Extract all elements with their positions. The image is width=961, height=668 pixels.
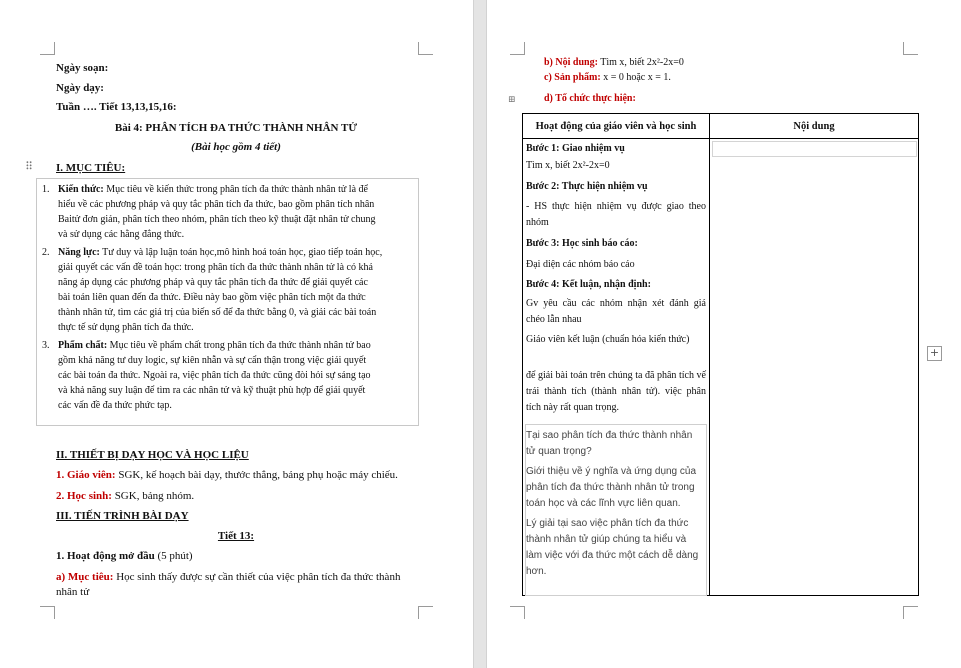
organize-label: d) Tổ chức thực hiện: (544, 93, 636, 104)
product-line (544, 70, 671, 85)
step2-text: - HS thực hiện nhiệm vụ được giao theo nhóm (526, 201, 706, 228)
lesson-title: Bài 4: PHÂN TÍCH ĐA THỨC THÀNH NHÂN TỬ (114, 122, 358, 134)
objective-line: hiểu về các phương pháp và quy tắc phân tích đa thức, bao gồm phân tích nhân (58, 199, 375, 210)
objective-number: 3. (42, 340, 50, 351)
step4-text-2: Giáo viên kết luận (chuẩn hóa kiến thức) (526, 334, 690, 345)
objective-line: Mục tiêu về phẩm chất trong phân tích đa thức thành nhân tử bao (107, 340, 371, 351)
activity-table (522, 113, 919, 596)
crop-mark (40, 42, 55, 55)
step1-title: Bước 1: Giao nhiệm vụ (526, 143, 625, 154)
date-taught: Ngày dạy: (56, 82, 104, 94)
objective-line: các vấn đề đa thức phức tạp. (58, 400, 172, 411)
step2-title: Bước 2: Thực hiện nhiệm vụ (526, 181, 648, 192)
activity-cell[interactable] (523, 139, 710, 596)
step4-title: Bước 4: Kết luận, nhận định: (526, 279, 651, 290)
goal-label: a) Mục tiêu: (56, 571, 114, 583)
crop-mark (510, 606, 525, 619)
objective-line: giải quyết các vấn đề toán học: trong phân tích đa thức thành nhân tử là có khả (58, 262, 373, 273)
table-header-content: Nội dung (710, 114, 919, 139)
inner-paragraph-1: Giới thiệu về ý nghĩa và ứng dụng của phân tích đa thức thành nhân tử trong toán học và các lĩnh vực liên quan. (526, 466, 697, 509)
week-line: Tuần …. Tiết 13,13,15,16: (56, 101, 177, 113)
objective-line: các bài toán đa thức. Ngoài ra, việc phân tích đa thức cũng đòi hỏi sự sáng tạo (58, 370, 371, 381)
objective-line: Baitử đơn giản, phân tích theo nhóm, phân tích theo kỹ thuật đặt nhân tử chung (58, 214, 376, 225)
objective-line: Mục tiêu về kiến thức trong phân tích đa thức thành nhân tử là để (103, 184, 368, 195)
objective-label: Phẩm chất: (58, 340, 108, 351)
objective-quality (42, 338, 414, 413)
content-placeholder-box[interactable] (712, 141, 917, 157)
step4-text-1: Gv yêu cầu các nhóm nhận xét đánh giá chéo lẫn nhau (526, 298, 706, 325)
inner-paragraph-2: Lý giải tại sao việc phân tích đa thức thành nhân tử giúp chúng ta hiểu và làm việc với đa thức một cách dễ dàng hơn. (526, 518, 699, 577)
goal-line-2: nhân tử (56, 586, 90, 598)
goal-line (56, 570, 400, 585)
table-move-handle-icon[interactable]: ⊞ (508, 94, 516, 104)
crop-mark (418, 42, 433, 55)
table-header-activity: Hoạt động của giáo viên và học sinh (523, 114, 710, 139)
content-label: b) Nội dung: (544, 57, 598, 68)
activity1-time: (5 phút) (154, 550, 193, 562)
objective-competence (42, 245, 414, 335)
objective-line: Tư duy và lập luận toán học,mô hình hoá toán học, giao tiếp toán học, (99, 247, 383, 258)
objective-label: Năng lực: (58, 247, 100, 258)
step3-title: Bước 3: Học sinh báo cáo: (526, 238, 638, 249)
objective-line: bài toán liên quan đến đa thức. Điều này bao gồm việc phân tích một đa thức (58, 292, 366, 303)
objective-line: năng áp dụng các phương pháp và quy tắc phân tích đa thức để giải quyết các (58, 277, 368, 288)
step4-text-3: để giải bài toán trên chúng ta đã phân tích vế trái thành tích (thành nhân tử). việc phân tích này rất quan trọng. (526, 370, 706, 413)
student-line (56, 489, 194, 504)
teacher-line (56, 468, 398, 483)
activity1-line (56, 549, 193, 564)
date-prepared: Ngày soạn: (56, 62, 109, 74)
objective-knowledge (42, 182, 414, 242)
drag-handle-icon[interactable]: ⠿ (25, 161, 34, 173)
objective-label: Kiến thức: (58, 184, 104, 195)
objectives-list (42, 182, 414, 416)
section2-heading: II. THIẾT BỊ DẠY HỌC VÀ HỌC LIỆU (56, 449, 249, 461)
step1-text: Tìm x, biết 2x²-2x=0 (526, 160, 610, 171)
crop-mark (40, 606, 55, 619)
step3-text: Đại diện các nhóm báo cáo (526, 259, 635, 270)
product-label: c) Sản phẩm: (544, 72, 601, 83)
objective-line: và khả năng suy luận để tìm ra các nhân tử và kỹ thuật phù hợp để giải quyết (58, 385, 366, 396)
objective-line: gồm khả năng tư duy logic, sự kiên nhẫn và sự cẩn thận trong việc giải quyết (58, 355, 367, 366)
product-text: x = 0 hoặc x = 1. (600, 72, 671, 83)
student-label: 2. Học sinh: (56, 490, 112, 502)
objective-number: 2. (42, 247, 50, 258)
objective-line: và sử dụng các hằng đẳng thức. (58, 229, 185, 240)
content-cell[interactable] (710, 139, 919, 596)
inner-question: Tại sao phân tích đa thức thành nhân tử quan trọng? (526, 430, 693, 457)
page-gap (473, 0, 487, 668)
section1-heading: I. MỤC TIÊU: (56, 162, 126, 174)
content-line (544, 55, 684, 70)
period-heading: Tiết 13: (217, 530, 255, 542)
goal-text: Học sinh thấy được sự cần thiết của việc phân tích đa thức thành (113, 571, 401, 583)
student-text: SGK, bảng nhóm. (111, 490, 195, 502)
objective-line: thực tế sử dụng phân tích đa thức. (58, 322, 194, 333)
teacher-text: SGK, kế hoạch bài dạy, thước thẳng, bảng phụ hoặc máy chiếu. (115, 469, 398, 481)
add-row-button[interactable]: + (927, 346, 942, 361)
teacher-label: 1. Giáo viên: (56, 469, 116, 481)
crop-mark (903, 606, 918, 619)
section3-heading: III. TIẾN TRÌNH BÀI DẠY (56, 510, 189, 522)
activity1-label: 1. Hoạt động mở đầu (56, 550, 155, 562)
crop-mark (903, 42, 918, 55)
crop-mark (510, 42, 525, 55)
crop-mark (418, 606, 433, 619)
lesson-subtitle: (Bài học gồm 4 tiết) (191, 141, 281, 153)
objective-number: 1. (42, 184, 50, 195)
objective-line: thành nhân tử, tìm các giá trị của biến số để đa thức bằng 0, và giải các bài toán (58, 307, 377, 318)
content-text: Tìm x, biết 2x²-2x=0 (597, 57, 684, 68)
